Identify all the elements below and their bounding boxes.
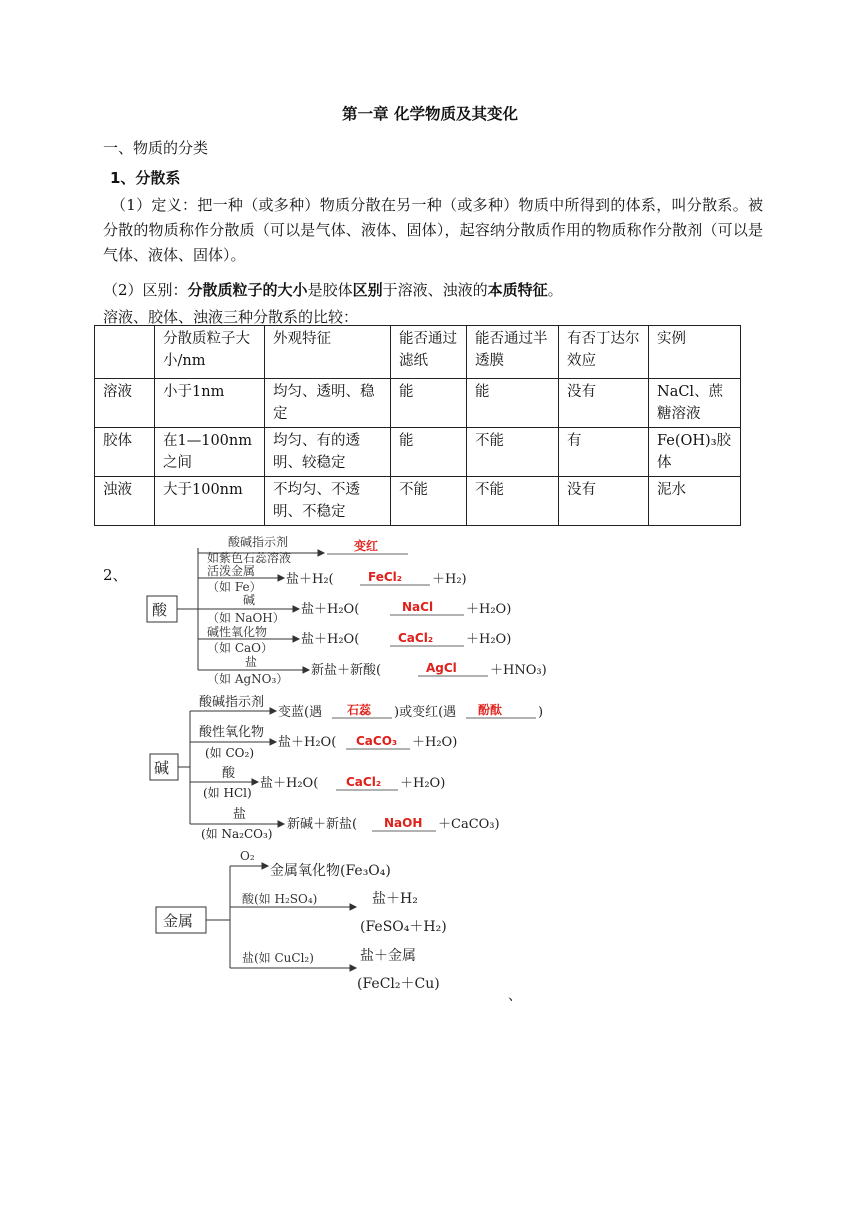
subsection-heading-dispersion: 1、分散系 [110, 169, 181, 187]
table-cell: 泥水 [649, 477, 741, 526]
table-cell: 大于100nm [155, 477, 265, 526]
trailing-mark: 、 [508, 988, 522, 1004]
acid-basic-oxide-example: （如 CaO） [207, 641, 273, 655]
table-cell: 均匀、有的透明、较稳定 [265, 428, 391, 477]
table-cell: 没有 [559, 379, 649, 428]
base-box-label: 碱 [154, 759, 170, 777]
base-salt-example: (如 Na₂CO₃) [201, 827, 273, 841]
metal-acid-product: 盐＋H₂ [372, 891, 418, 907]
acid-answer-1: 变红 [354, 539, 379, 553]
table-header-cell: 能否通过滤纸 [391, 326, 467, 379]
table-cell: 不能 [467, 477, 559, 526]
table-cell: 有 [559, 428, 649, 477]
metal-salt-product: 盐＋金属 [360, 948, 416, 964]
acid-basic-oxide-end: ＋H₂O) [466, 632, 512, 647]
table-cell: Fe(OH)₃胶体 [649, 428, 741, 477]
acid-metal-example: （如 Fe） [207, 580, 262, 594]
table-intro: 溶液、胶体、浊液三种分散系的比较： [103, 308, 359, 326]
table-cell: NaCl、蔗糖溶液 [649, 379, 741, 428]
base-answer-4: CaCl₂ [346, 775, 382, 789]
base-acid-oxide-label: 酸性氧化物 [199, 725, 265, 740]
acid-diagram [147, 534, 547, 686]
table-cell: 没有 [559, 477, 649, 526]
acid-answer-2: FeCl₂ [368, 570, 403, 584]
section-heading-classification: 一、物质的分类 [103, 139, 209, 157]
metal-acid-example: (FeSO₄＋H₂) [360, 919, 447, 935]
base-answer-2: 酚酞 [478, 703, 503, 717]
acid-salt-label: 盐 [245, 655, 258, 669]
table-header-cell: 能否通过半透膜 [467, 326, 559, 379]
metal-oxygen-label: O₂ [240, 849, 255, 863]
section-2-label: 2、 [103, 566, 128, 584]
base-indicator-end: ) [538, 705, 544, 720]
table-cell: 浊液 [95, 477, 155, 526]
acid-salt-product: 新盐＋新酸( [311, 663, 382, 678]
metal-diagram [156, 849, 447, 992]
base-indicator-label: 酸碱指示剂 [199, 695, 265, 710]
acid-metal-end: ＋H₂) [432, 572, 467, 587]
metal-oxide-product: 金属氧化物(Fe₃O₄) [270, 863, 391, 879]
acid-box-label: 酸 [152, 601, 168, 619]
acid-base-label: 碱 [243, 593, 256, 607]
base-indicator-text: 变蓝(遇 [278, 705, 323, 720]
acid-indicator-label: 酸碱指示剂 [228, 535, 289, 549]
base-salt-label: 盐 [233, 807, 247, 822]
table-cell: 在1—100nm之间 [155, 428, 265, 477]
base-acid-oxide-example: (如 CO₂) [205, 746, 255, 760]
acid-base-end: ＋H₂O) [466, 602, 512, 617]
table-cell: 不能 [391, 477, 467, 526]
difference-paragraph: （2）区别：分散质粒子的大小是胶体区别于溶液、浊液的本质特征。 [103, 281, 563, 299]
base-salt-product: 新碱＋新盐( [287, 817, 358, 832]
acid-basic-oxide-label: 碱性氧化物 [207, 625, 268, 639]
table-header-cell: 实例 [649, 326, 741, 379]
acid-base-example: （如 NaOH） [207, 611, 285, 625]
acid-metal-product: 盐＋H₂( [286, 572, 334, 587]
base-acid-oxide-end: ＋H₂O) [412, 735, 458, 750]
page-title: 第一章 化学物质及其变化 [342, 104, 518, 123]
metal-acid-label: 酸(如 H₂SO₄) [242, 892, 318, 906]
base-salt-end: ＋CaCO₃) [438, 817, 500, 832]
acid-base-product: 盐＋H₂O( [301, 602, 360, 617]
acid-salt-example: （如 AgNO₃） [207, 672, 289, 686]
table-header-cell: 分散质粒子大小/nm [155, 326, 265, 379]
table-cell: 能 [391, 379, 467, 428]
metal-salt-example: (FeCl₂＋Cu) [357, 976, 440, 992]
acid-answer-5: AgCl [426, 661, 457, 675]
base-acid-oxide-product: 盐＋H₂O( [278, 735, 337, 750]
table-header-cell: 有否丁达尔效应 [559, 326, 649, 379]
base-acid-label: 酸 [222, 766, 236, 781]
acid-metal-label: 活泼金属 [207, 564, 256, 578]
base-diagram [150, 694, 543, 841]
base-indicator-text-2: )或变红(遇 [394, 705, 457, 720]
table-cell: 均匀、透明、稳定 [265, 379, 391, 428]
definition-paragraph: （1）定义：把一种（或多种）物质分散在另一种（或多种）物质中所得到的体系，叫分散系。被分散的物质称作分散质（可以是气体、液体、固体），起容纳分散质作用的物质称作分散剂（可以是气体、液体、固体）。 [103, 196, 763, 264]
base-answer-3: CaCO₃ [356, 734, 398, 748]
acid-indicator-example: 如紫色石蕊溶液 [207, 551, 292, 565]
base-acid-end: ＋H₂O) [400, 776, 446, 791]
base-answer-1: 石蕊 [347, 703, 372, 717]
table-cell: 能 [467, 379, 559, 428]
acid-answer-3: NaCl [402, 600, 434, 614]
table-cell: 不均匀、不透明、不稳定 [265, 477, 391, 526]
table-cell: 溶液 [95, 379, 155, 428]
table-cell: 不能 [467, 428, 559, 477]
base-answer-5: NaOH [384, 816, 423, 830]
acid-basic-oxide-product: 盐＋H₂O( [301, 632, 360, 647]
base-acid-product: 盐＋H₂O( [260, 776, 319, 791]
table-cell: 能 [391, 428, 467, 477]
table-cell: 小于1nm [155, 379, 265, 428]
table-header-cell: 外观特征 [265, 326, 391, 379]
metal-salt-label: 盐(如 CuCl₂) [242, 951, 314, 965]
acid-answer-4: CaCl₂ [398, 631, 434, 645]
base-acid-example: (如 HCl) [203, 786, 252, 800]
metal-box-label: 金属 [163, 912, 194, 930]
acid-salt-end: ＋HNO₃) [490, 663, 547, 678]
table-cell: 胶体 [95, 428, 155, 477]
